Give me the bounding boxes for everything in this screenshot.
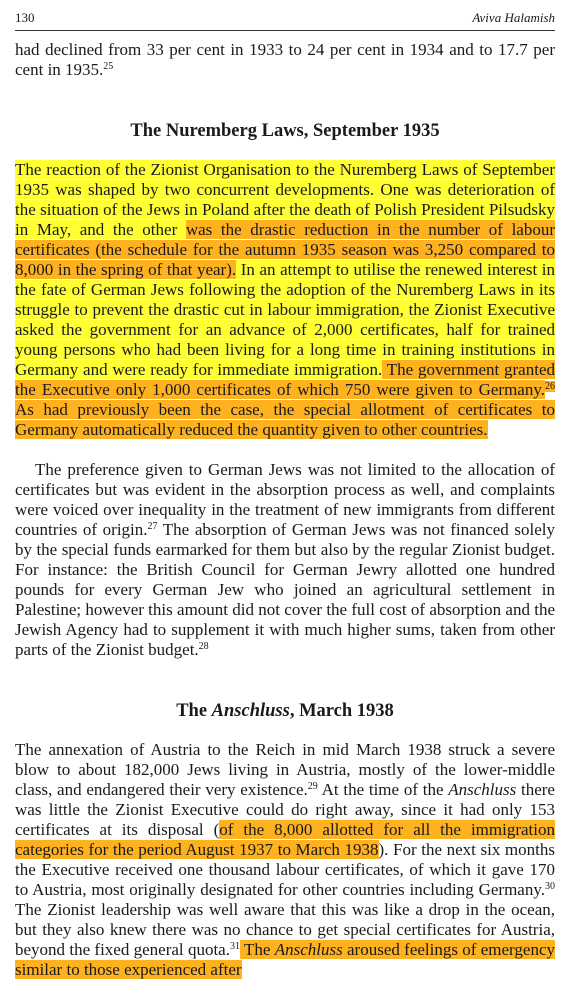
footnote-ref[interactable]: 30 <box>545 881 555 892</box>
footnote-ref[interactable]: 28 <box>198 641 209 652</box>
footnote-ref[interactable]: 29 <box>307 781 318 792</box>
heading-italic: Anschluss <box>211 701 290 721</box>
highlight-orange: The <box>239 940 275 959</box>
footnote-ref[interactable]: 27 <box>147 521 158 532</box>
heading-text: The <box>176 701 212 721</box>
paragraph-annexation <box>15 740 555 980</box>
highlight-orange-italic: Anschluss <box>274 940 343 959</box>
highlight-orange: was the drastic reduction in the number of labour certificates (the schedule for the autumn 1935 season was 3,250 compared to 8,000 in the spring of that year). <box>15 220 556 279</box>
para-text: At the time of the <box>317 780 449 799</box>
para-text: The annexation of Austria to the Reich in mid March 1938 struck a severe blow to about 182,000 Jews living in Austria, mostly of the lower-middle class, and endangered their very existence. <box>15 740 555 799</box>
para-text: The Zionist leadership was well aware that this was like a drop in the ocean, but they also knew there was no chance to get special certificates for Austria, beyond the fixed general quota. <box>15 900 555 959</box>
para-text: The preference given to German Jews was not limited to the allocation of certificates but was evident in the absorption process as well, and complaints were voiced over inequality in the treatment of new immigrants from different countries of origin. <box>15 460 555 539</box>
highlight-yellow: In an attempt to utilise the renewed interest in the fate of German Jews following the adoption of the Nuremberg Laws in its struggle to prevent the drastic cut in labour immigration, the Zionist Executive asked the government for an advance of 2,000 certificates, half for trained young persons who had been living for a long time in training institutions in Germany and were ready for immediate immigration. <box>15 260 555 379</box>
section-heading-nuremberg: The Nuremberg Laws, September 1935 <box>130 121 440 141</box>
running-header <box>15 8 555 31</box>
highlight-yellow: The reaction of the Zionist Organisation to the Nuremberg Laws of September 1935 was shaped by two concurrent developments. One was deterioration of the situation of the Jews in Poland after the death of Polish President Pilsudsky in May, and the other <box>15 160 555 239</box>
section-heading-anschluss <box>15 700 555 722</box>
footnote-ref[interactable]: 31 <box>229 941 240 952</box>
footnote-ref[interactable]: 26 <box>545 381 555 392</box>
para-text: ). For the next six months the Executive received one thousand labour certificates, of which it gave 170 to Austria, most originally designated for other countries including Germany. <box>15 840 555 899</box>
highlight-orange: of the 8,000 allotted for all the immigration categories for the period August 1937 to March 1938 <box>15 820 555 859</box>
page-number: 130 <box>15 10 35 25</box>
paragraph-nuremberg-reaction <box>15 160 555 440</box>
footnote-ref[interactable]: 25 <box>103 61 114 72</box>
italic-term: Anschluss <box>448 780 517 799</box>
para-text: there was little the Zionist Executive could do right away, since it had only 153 certificates at its disposal ( <box>15 780 555 839</box>
highlight-orange: The government granted the Executive only 1,000 certificates of which 750 were given to Germany. <box>15 360 555 399</box>
intro-paragraph <box>15 40 555 80</box>
highlight-orange: aroused feelings of emergency similar to those experienced after <box>15 940 555 979</box>
para-text: The absorption of German Jews was not financed solely by the special funds earmarked for them but also by the regular Zionist budget. For instance: the British Council for German Jewry allotted one hundred pounds for every German Jew who joined an agricultural settlement in Palestine; however this amount did not cover the full cost of absorption and the Jewish Agency had to supplement it with much higher sums, taken from other parts of the Zionist budget. <box>15 520 555 659</box>
intro-text: had declined from 33 per cent in 1933 to 24 per cent in 1934 and to 17.7 per cent in 1935. <box>15 40 555 79</box>
heading-text: , March 1938 <box>289 701 394 721</box>
highlight-orange: As had previously been the case, the special allotment of certificates to Germany automatically reduced the quantity given to other countries. <box>15 400 555 439</box>
paragraph-preference <box>15 460 555 660</box>
running-author: Aviva Halamish <box>472 10 555 25</box>
